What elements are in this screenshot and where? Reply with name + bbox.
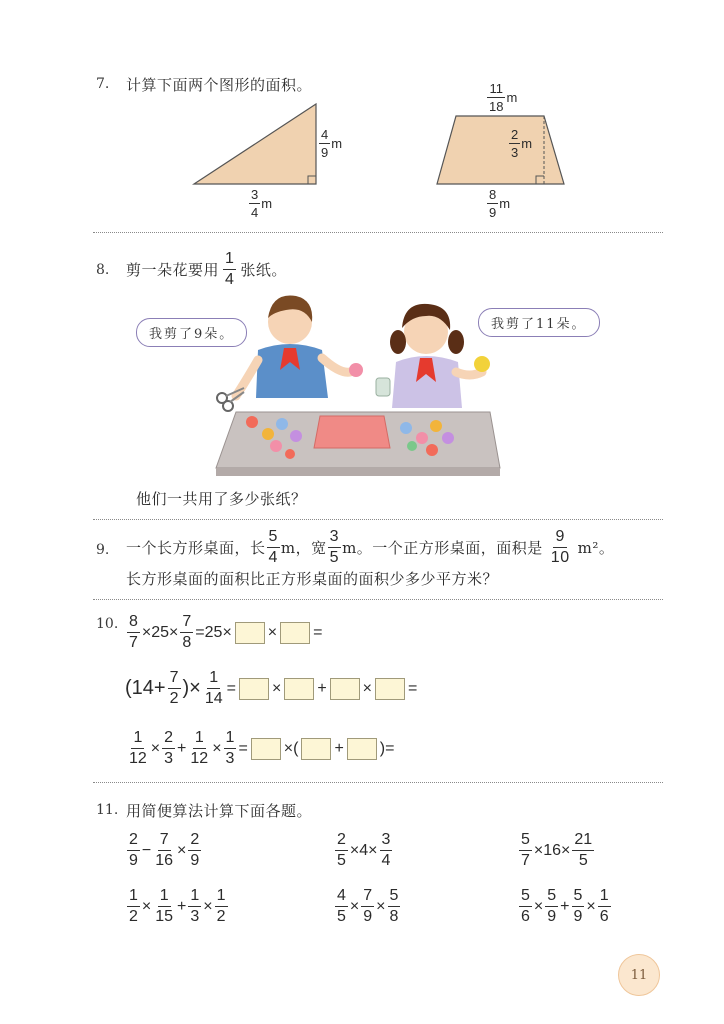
answer-box[interactable] [280,622,310,644]
answer-box[interactable] [251,738,281,760]
girl-pigtail-left [390,330,406,354]
triangle-height-label: $\frac{4}{9}$ m [321,127,343,160]
paper-stack [314,416,390,448]
right-triangle [194,104,316,184]
trapezoid-height-label: $\frac{2}{3}$ m [511,127,533,160]
q9-line1: 一个长方形桌面，长 $\frac{5}{4}$ m，宽 $\frac{3}{5}$ m。一个正方形桌面，面积是 $\frac{9}{10}$ m²。 [126,528,615,566]
q11-expr-1: $\frac{2}{9}$ − $\frac{7}{16}$ × $\frac{2}{9}$ [129,831,200,869]
answer-box[interactable] [330,678,360,700]
trapezoid-figure [434,112,568,188]
glue-bottle-icon [376,378,390,396]
q7-number: 7. [96,76,110,92]
answer-box[interactable] [239,678,269,700]
q10-row3: $\frac{1}{12}$ × $\frac{2}{3}$ + $\frac{1}{12}$ × $\frac{1}{3}$ = ×( + )= [129,729,395,767]
girl-pigtail-right [448,330,464,354]
triangle-figure [190,100,320,190]
q11-number: 11. [96,802,119,818]
trapezoid [437,116,564,184]
children-cutting-flowers-illustration [200,288,520,480]
answer-box[interactable] [235,622,265,644]
table-edge [216,468,500,476]
divider [93,782,663,783]
q11-expr-6: $\frac{5}{6}$ × $\frac{5}{9}$ + $\frac{5}{9}$ × $\frac{1}{6}$ [521,887,609,925]
boy-speech-bubble: 我剪了9朵。 [136,318,247,347]
divider [93,232,663,233]
answer-box[interactable] [375,678,405,700]
q10-row2: (14+ $\frac{7}{2}$ )× $\frac{1}{14}$ = × + × = [125,669,418,707]
answer-box[interactable] [284,678,314,700]
q9-line2: 长方形桌面的面积比正方形桌面的面积少多少平方米？ [126,570,499,588]
q11-expr-4: $\frac{1}{2}$ × $\frac{1}{15}$ + $\frac{1}{3}$ × $\frac{1}{2}$ [129,887,226,925]
girl-arm [456,372,482,375]
q11-text: 用简便算法计算下面各题。 [126,802,313,820]
page-number: 11 [618,954,660,996]
answer-box[interactable] [347,738,377,760]
answer-box[interactable] [301,738,331,760]
q10-row1: $\frac{8}{7}$ ×25× $\frac{7}{8}$ =25× × = [129,613,323,651]
girl-speech-bubble: 我剪了11朵。 [478,308,600,337]
divider [93,519,663,520]
triangle-base-label: $\frac{3}{4}$ m [251,187,273,220]
q9-number: 9. [96,542,110,558]
trapezoid-bottom-label: $\frac{8}{9}$ m [489,187,511,220]
flower-icon [349,363,363,377]
q8-question: 他们一共用了多少张纸？ [136,490,307,508]
q7-text: 计算下面两个图形的面积。 [126,76,313,94]
q8-text: 剪一朵花要用 $\frac{1}{4}$ 张纸。 [126,250,287,288]
q11-expr-3: $\frac{5}{7}$ ×16× $\frac{21}{5}$ [521,831,593,869]
q8-number: 8. [96,262,110,278]
q11-expr-5: $\frac{4}{5}$ × $\frac{7}{9}$ × $\frac{5}{8}$ [337,887,399,925]
q10-number: 10. [96,616,119,632]
divider [93,599,663,600]
boy-arm [322,358,350,372]
flower-icon [474,356,490,372]
q11-expr-2: $\frac{2}{5}$ ×4× $\frac{3}{4}$ [337,831,391,869]
trapezoid-top-label: $\frac{11}{18}$ m [489,81,518,114]
